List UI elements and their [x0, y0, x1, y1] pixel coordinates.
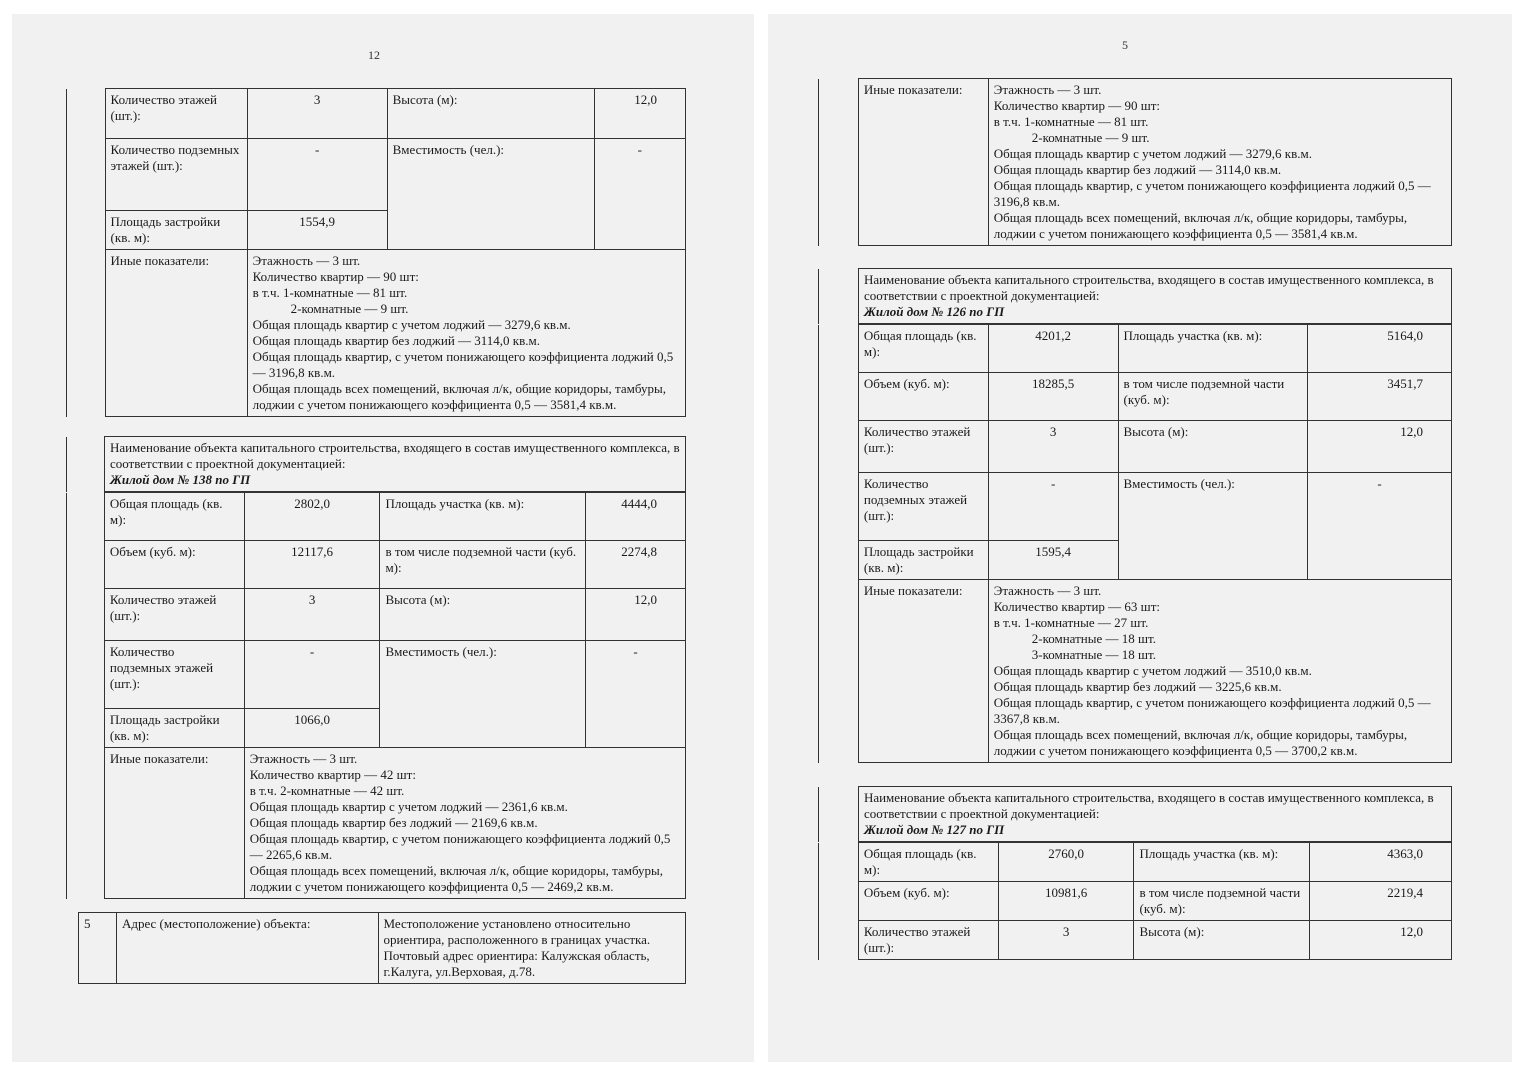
- plot-area-value: 4444,0: [586, 493, 686, 541]
- object-name: Жилой дом № 126 по ГП: [863, 304, 1005, 319]
- other-line: Общая площадь всех помещений, включая л/к, общие коридоры, тамбуры, лоджии с учетом понижающего коэффициента 0,5 — 3581,4 кв.м.: [993, 210, 1408, 241]
- top-indicators-table: [66, 88, 686, 417]
- total-area-label: Общая площадь (кв. м):: [858, 843, 998, 882]
- other-line: Количество квартир — 90 шт:: [252, 269, 419, 284]
- other-line: Общая площадь квартир без лоджий — 3225,6 кв.м.: [993, 679, 1282, 694]
- other-line: Общая площадь всех помещений, включая л/к, общие коридоры, тамбуры, лоджии с учетом понижающего коэффициента 0,5 — 2469,2 кв.м.: [249, 863, 664, 894]
- other-indicators: [988, 580, 1451, 763]
- height-label: Высота (м):: [380, 589, 586, 641]
- object-heading: Наименование объекта капитального строительства, входящего в состав имущественного комплекса, в соответствии с проектной документацией:: [109, 440, 680, 471]
- floors-label: Количество этажей (шт.):: [858, 921, 998, 960]
- underground-volume-value: 2219,4: [1310, 882, 1452, 921]
- footprint-value: 1066,0: [244, 709, 380, 748]
- other-line: 2-комнатные — 18 шт.: [1031, 631, 1156, 646]
- other-line: Общая площадь квартир без лоджий — 3114,0 кв.м.: [993, 162, 1282, 177]
- other-line: Общая площадь квартир с учетом лоджий — 3279,6 кв.м.: [252, 317, 571, 332]
- underground-value: -: [244, 641, 380, 709]
- other-line: Общая площадь квартир, с учетом понижающего коэффициента лоджий 0,5 — 2265,6 кв.м.: [249, 831, 671, 862]
- volume-value: 18285,5: [988, 373, 1118, 421]
- other-line: Общая площадь квартир, с учетом понижающего коэффициента лоджий 0,5 — 3196,8 кв.м.: [993, 178, 1431, 209]
- object-heading-table: [66, 436, 686, 492]
- other-line: в т.ч. 1-комнатные — 81 шт.: [993, 114, 1149, 129]
- height-value: 12,0: [594, 89, 685, 139]
- object2-heading-table: [818, 786, 1452, 842]
- floors-label: Количество этажей (шт.):: [104, 589, 244, 641]
- row-number: 5: [79, 913, 117, 984]
- object-name: Жилой дом № 138 по ГП: [109, 472, 251, 487]
- other-line: Этажность — 3 шт.: [993, 82, 1102, 97]
- object-name: Жилой дом № 127 по ГП: [863, 822, 1005, 837]
- height-value: 12,0: [1308, 421, 1452, 473]
- other-line: Общая площадь квартир без лоджий — 2169,6 кв.м.: [249, 815, 538, 830]
- other-line: Общая площадь квартир, с учетом понижающего коэффициента лоджий 0,5 — 3367,8 кв.м.: [993, 695, 1431, 726]
- object1-heading-cell: [858, 269, 1451, 324]
- object-heading: Наименование объекта капитального строительства, входящего в состав имущественного комплекса, в соответствии с проектной документацией:: [863, 272, 1434, 303]
- other-line: в т.ч. 2-комнатные — 42 шт.: [249, 783, 405, 798]
- capacity-label: Вместимость (чел.):: [1118, 473, 1308, 580]
- underground-label: Количество подземных этажей (шт.):: [104, 641, 244, 709]
- object1-heading-table: [818, 268, 1452, 324]
- right-page: [768, 14, 1512, 1062]
- plot-area-label: Площадь участка (кв. м):: [380, 493, 586, 541]
- underground-value: -: [988, 473, 1118, 541]
- other-line: Количество квартир — 90 шт:: [993, 98, 1161, 113]
- other-line: Количество квартир — 63 шт:: [993, 599, 1160, 614]
- other-line: Количество квартир — 42 шт:: [249, 767, 416, 782]
- top-other-table: [818, 78, 1452, 246]
- underground-volume-value: 3451,7: [1308, 373, 1452, 421]
- footprint-label: Площадь застройки (кв. м):: [104, 709, 244, 748]
- other-label: Иные показатели:: [858, 580, 988, 763]
- object-heading-cell: [104, 437, 685, 492]
- volume-label: Объем (куб. м):: [858, 373, 988, 421]
- floors-value: 3: [998, 921, 1134, 960]
- other-line: в т.ч. 1-комнатные — 27 шт.: [993, 615, 1149, 630]
- underground-volume-value: 2274,8: [586, 541, 686, 589]
- other-label: Иные показатели:: [104, 748, 244, 899]
- volume-label: Объем (куб. м):: [104, 541, 244, 589]
- height-value: 12,0: [1310, 921, 1452, 960]
- total-area-value: 2760,0: [998, 843, 1134, 882]
- footprint-value: 1595,4: [988, 541, 1118, 580]
- blank-cell: [819, 787, 859, 842]
- underground-volume-label: в том числе подземной части (куб. м):: [380, 541, 586, 589]
- blank-cell: [819, 79, 859, 246]
- capacity-value: -: [1308, 473, 1452, 580]
- blank-cell: [67, 437, 105, 492]
- volume-value: 12117,6: [244, 541, 380, 589]
- floors-value: 3: [988, 421, 1118, 473]
- height-label: Высота (м):: [1118, 421, 1308, 473]
- other-line: 2-комнатные — 9 шт.: [290, 301, 409, 316]
- capacity-value: -: [586, 641, 686, 748]
- address-table: [78, 912, 686, 984]
- plot-area-label: Площадь участка (кв. м):: [1118, 325, 1308, 373]
- plot-area-value: 5164,0: [1308, 325, 1452, 373]
- floors-value: 3: [247, 89, 387, 139]
- floors-value: 3: [244, 589, 380, 641]
- total-area-value: 4201,2: [988, 325, 1118, 373]
- other-line: Общая площадь квартир с учетом лоджий — 3510,0 кв.м.: [993, 663, 1312, 678]
- capacity-label: Вместимость (чел.):: [380, 641, 586, 748]
- total-area-label: Общая площадь (кв. м):: [858, 325, 988, 373]
- other-line: Общая площадь квартир с учетом лоджий — 2361,6 кв.м.: [249, 799, 568, 814]
- other-line: Общая площадь всех помещений, включая л/к, общие коридоры, тамбуры, лоджии с учетом понижающего коэффициента 0,5 — 3581,4 кв.м.: [252, 381, 666, 412]
- house-126-table: [818, 324, 1452, 763]
- volume-value: 10981,6: [998, 882, 1134, 921]
- other-label: Иные показатели:: [105, 250, 247, 417]
- floors-label: Количество этажей (шт.):: [858, 421, 988, 473]
- object-heading: Наименование объекта капитального строительства, входящего в состав имущественного комплекса, в соответствии с проектной документацией:: [863, 790, 1434, 821]
- blank-cell: [819, 269, 859, 324]
- house-138-table: [66, 492, 686, 899]
- other-label: Иные показатели:: [858, 79, 988, 246]
- other-line: Этажность — 3 шт.: [252, 253, 361, 268]
- other-line: 2-комнатные — 9 шт.: [1031, 130, 1150, 145]
- object2-heading-cell: [858, 787, 1451, 842]
- footprint-value: 1554,9: [247, 211, 387, 250]
- total-area-value: 2802,0: [244, 493, 380, 541]
- other-indicators: [247, 250, 685, 417]
- other-indicators: [988, 79, 1451, 246]
- capacity-value: -: [594, 139, 685, 250]
- blank-cell: [819, 325, 859, 763]
- footprint-label: Площадь застройки (кв. м):: [858, 541, 988, 580]
- plot-area-label: Площадь участка (кв. м):: [1134, 843, 1310, 882]
- other-line: Общая площадь квартир, с учетом понижающего коэффициента лоджий 0,5 — 3196,8 кв.м.: [252, 349, 674, 380]
- height-value: 12,0: [586, 589, 686, 641]
- other-indicators: [244, 748, 685, 899]
- left-page: [12, 14, 754, 1062]
- other-line: в т.ч. 1-комнатные — 81 шт.: [252, 285, 408, 300]
- other-line: 3-комнатные — 18 шт.: [1031, 647, 1156, 662]
- total-area-label: Общая площадь (кв. м):: [104, 493, 244, 541]
- other-line: Этажность — 3 шт.: [993, 583, 1102, 598]
- blank-cell: [67, 493, 105, 899]
- underground-volume-label: в том числе подземной части (куб. м):: [1118, 373, 1308, 421]
- volume-label: Объем (куб. м):: [858, 882, 998, 921]
- underground-label: Количество подземных этажей (шт.):: [105, 139, 247, 211]
- underground-value: -: [247, 139, 387, 211]
- footprint-label: Площадь застройки (кв. м):: [105, 211, 247, 250]
- underground-label: Количество подземных этажей (шт.):: [858, 473, 988, 541]
- house-127-table: [818, 842, 1452, 960]
- page-number: 12: [368, 48, 380, 62]
- blank-cell: [67, 89, 106, 417]
- height-label: Высота (м):: [1134, 921, 1310, 960]
- blank-cell: [819, 843, 859, 960]
- other-line: Этажность — 3 шт.: [249, 751, 358, 766]
- address-value: Местоположение установлено относительно ориентира, расположенного в границах участка. Почтовый адрес ориентира: Калужская область, г.Калуга, ул.Верховая, д.78.: [378, 913, 685, 984]
- height-label: Высота (м):: [387, 89, 594, 139]
- underground-volume-label: в том числе подземной части (куб. м):: [1134, 882, 1310, 921]
- floors-label: Количество этажей (шт.):: [105, 89, 247, 139]
- address-label: Адрес (местоположение) объекта:: [116, 913, 378, 984]
- capacity-label: Вместимость (чел.):: [387, 139, 594, 250]
- other-line: Общая площадь всех помещений, включая л/к, общие коридоры, тамбуры, лоджии с учетом понижающего коэффициента 0,5 — 3700,2 кв.м.: [993, 727, 1408, 758]
- other-line: Общая площадь квартир с учетом лоджий — 3279,6 кв.м.: [993, 146, 1312, 161]
- page-number: 5: [1122, 38, 1128, 52]
- other-line: Общая площадь квартир без лоджий — 3114,0 кв.м.: [252, 333, 540, 348]
- plot-area-value: 4363,0: [1310, 843, 1452, 882]
